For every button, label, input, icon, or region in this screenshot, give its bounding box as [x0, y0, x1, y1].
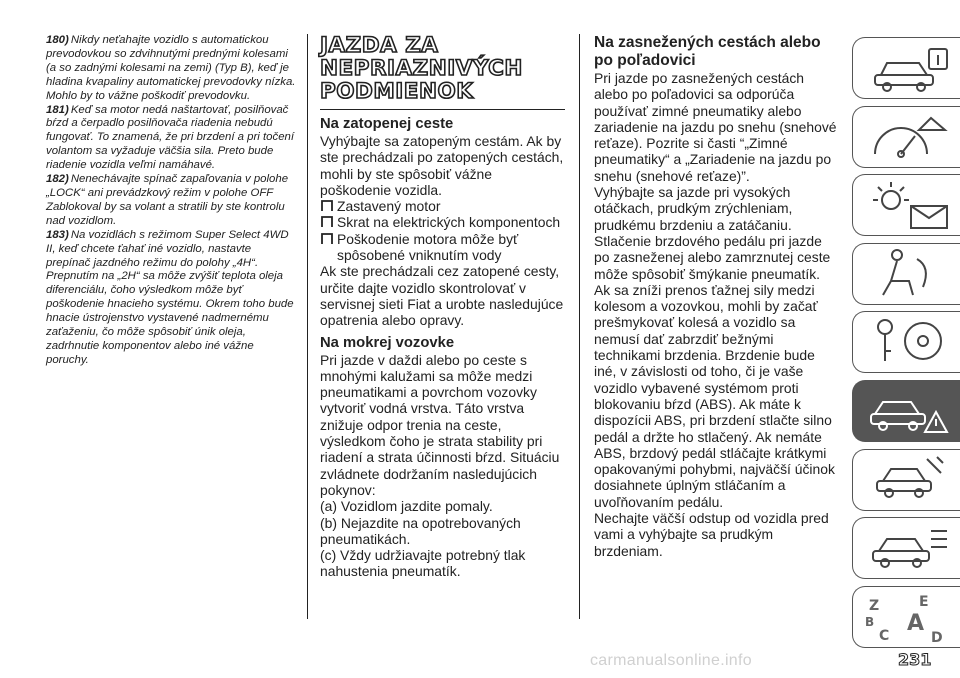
- list-item: Zastavený motor: [320, 198, 565, 214]
- wet-step: (a) Vozidlom jazdite pomaly.: [320, 498, 493, 515]
- car-info-icon: [861, 41, 955, 95]
- tab-maintenance[interactable]: [852, 449, 960, 511]
- wet-step: (c) Vždy udržiavajte potrebný tlak nahustenia pneumatík.: [320, 547, 526, 580]
- index-letter: E: [919, 593, 929, 610]
- dashboard-gauge-icon: [861, 110, 955, 164]
- index-letter: A: [907, 610, 925, 636]
- column-divider: [307, 34, 308, 619]
- flooded-body: Ak ste prechádzali cez zatopené cesty, určite dajte vozidlo skontrolovať v servisnej sieti Fiat a urobte nasledujúce opatrenia alebo opravy.: [320, 263, 564, 329]
- snow-column: [594, 34, 839, 559]
- warning-182: 182) Nenechávajte spínač zapaľovania v polohe „LOCK“ ani prevádzkový režim v polohe OFF Zablokoval by sa volant a stratili by ste kontrolu nad vozidlom.: [46, 173, 289, 227]
- checkbox-bullet-icon: [320, 198, 334, 213]
- snow-road-heading: Na zasnežených cestách alebo po poľadovici: [594, 34, 821, 69]
- tab-dashboard[interactable]: [852, 106, 960, 168]
- tab-starting-driving[interactable]: [852, 311, 960, 373]
- flooded-intro: Vyhýbajte sa zatopeným cestám. Ak by ste prechádzali po zatopených cestách, mohli by ste spôsobiť vážne poškodenie vozidla.: [320, 133, 564, 198]
- snow-paragraph: Nechajte väčší odstup od vozidla pred vami a vyhýbajte sa prudkým brzdeniam.: [594, 510, 829, 559]
- flooded-road-heading: Na zatopenej ceste: [320, 116, 454, 132]
- tab-seats-airbag[interactable]: [852, 243, 960, 305]
- chapter-tabs: [852, 37, 960, 654]
- tab-warning-lights[interactable]: [852, 174, 960, 236]
- tab-technical-data[interactable]: [852, 517, 960, 579]
- service-wrench-car-icon: [861, 453, 955, 507]
- index-letter: D: [931, 629, 943, 644]
- warning-180: 180) Nikdy neťahajte vozidlo s automatickou prevodovkou so zdvihnutými prednými kolesami (a so zadnými kolesami na zemi) (Typ B), keď je hladina kvapaliny automatickej prevodovky nízka. Mohlo by to vážne poškodiť prevodovku.: [46, 34, 296, 102]
- index-letter: B: [865, 614, 875, 629]
- watermark: carmanualsonline.info: [590, 652, 752, 669]
- index-letter: C: [879, 627, 890, 644]
- warning-181: 181) Keď sa motor nedá naštartovať, posilňovač bŕzd a čerpadlo posilňovača riadenia nebudú fungovať. To znamená, že pri brzdení a pri točení volantom sa vyžaduje väčšia sila. Preto bude riadenie vozidla veľmi namáhavé.: [46, 103, 295, 172]
- checkbox-bullet-icon: [320, 231, 334, 246]
- checkbox-bullet-icon: [320, 214, 334, 229]
- snow-paragraph: Vyhýbajte sa jazde pri vysokých otáčkach, prudkým zrýchleniam, prudkému brzdeniu a zatáčaniu.: [594, 184, 793, 233]
- emergency-warning-car-icon: [861, 384, 955, 438]
- list-item: Poškodenie motora môže byť spôsobené vniknutím vody: [320, 231, 565, 264]
- wet-step: (b) Nejazdite na opotrebovaných pneumatikách.: [320, 514, 521, 547]
- index-letter: Z: [869, 597, 880, 614]
- snow-paragraph: Pri jazde po zasnežených cestách alebo po poľadovici sa odporúča používať zimné pneumatiky alebo zariadenie na jazdu po snehu (snehové reťaze). Pozrite si časti “„Zimné pneumatiky“ a „Zariadenie na jazdu po snehu (snehové reťaze)”.: [594, 70, 837, 184]
- chapter-title: JAZDA ZA NEPRIAZNIVÝCH PODMIENOK: [320, 34, 565, 110]
- wet-body: Pri jazde v daždi alebo po ceste s mnohými kalužami sa môže medzi pneumatikami a povrchom vozovky vytvoriť vodná vrstva. Táto vrstva znižuje odpor trenia na ceste, výsledkom čoho je strata stability pri riadení a strata účinnosti bŕzd. Situáciu zvládnete dodržaním nasledujúcich pokynov:: [320, 351, 560, 498]
- wet-road-heading: Na mokrej vozovke: [320, 334, 455, 351]
- car-specs-icon: [861, 521, 955, 575]
- warnings-column: [46, 34, 296, 368]
- page-number: 231: [898, 650, 932, 669]
- warning-light-message-icon: [861, 178, 955, 232]
- tab-emergency[interactable]: [852, 380, 960, 442]
- column-divider: [579, 34, 580, 619]
- key-steering-wheel-icon: [861, 315, 955, 369]
- main-column: [320, 34, 565, 580]
- seat-airbag-icon: [861, 247, 955, 301]
- warning-183: 183) Na vozidlách s režimom Super Select 4WD II, keď chcete ťahať iné vozidlo, nastavte prepínač jazdného režimu do polohy „4H“. Prepnutím na „2H“ sa môže zvýšiť teplota oleja diferenciálu, čoho výsledkom môže byť poškodenie hnacieho systému. Okrem toho bude hnacie ústrojenstvo vystavené nadmernému zaťaženiu, čo môže spôsobiť únik oleja, zadrhnutie komponentov alebo iné vážne poruchy.: [46, 228, 294, 366]
- list-item: Skrat na elektrických komponentoch: [320, 214, 565, 230]
- tab-car-info[interactable]: [852, 37, 960, 99]
- snow-paragraph: Stlačenie brzdového pedálu pri jazde po zasneženej alebo zamrznutej ceste môže spôsobiť šmýkanie pneumatík. Ak sa zníži prenos ťažnej sily medzi kolesom a vozovkou, mohli by začať prešmykovať kolesá a vozidlo sa nemusí dať zabrzdiť bežnými technikami brzdenia. Brzdenie bude iné, v závislosti od toho, či je vaše vozidlo vybavené systémom proti blokovaniu bŕzd (ABS). Ak máte k dispozícii ABS, pri brzdení stlačte silno pedál a držte ho stlačený. Ak nemáte ABS, brzdový pedál stláčajte krátkymi opakovanými pohybmi, najväčší účinok dosiahnete úplným stláčaním a uvoľňovaním pedálu.: [594, 232, 835, 510]
- tab-index[interactable]: [852, 586, 960, 648]
- index-letters-icon: [861, 590, 955, 644]
